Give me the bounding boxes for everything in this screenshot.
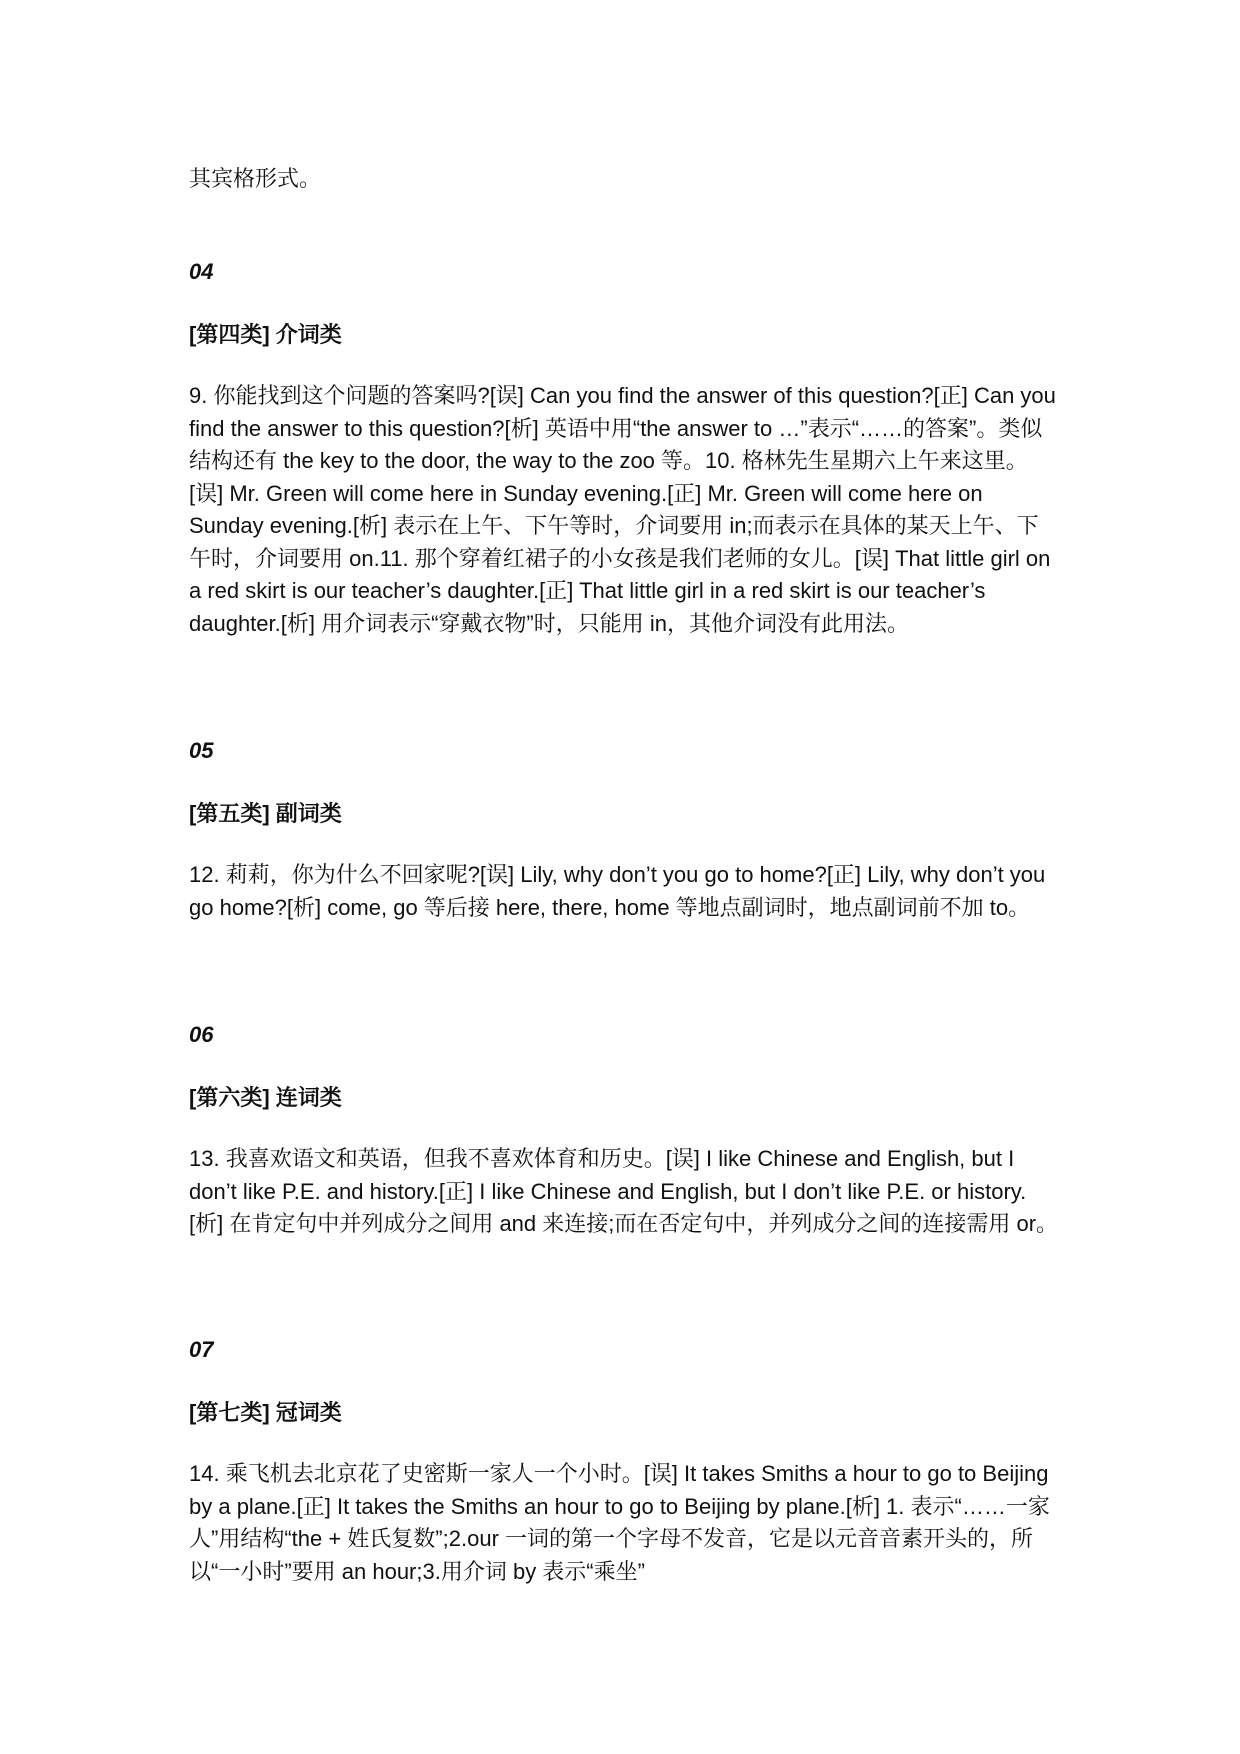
- section-body: 9. 你能找到这个问题的答案吗?[误] Can you find the answer of this question?[正] Can you find the answer to this question?[析] 英语中用“the answer to …”表示“……的答案”。类似结构还有 the key to the door, the way to the zoo 等。10. 格林先生星期六上午来这里。[误] Mr. Green will come here in Sunday evening.[正] Mr. Green will come here on Sunday evening.[析] 表示在上午、下午等时，介词要用 in;而表示在具体的某天上午、下午时，介词要用 on.11. 那个穿着红裙子的小女孩是我们老师的女儿。[误] That little girl on a red skirt is our teacher’s daughter.[正] That little girl in a red skirt is our teacher’s daughter.[析] 用介词表示“穿戴衣物”时，只能用 in，其他介词没有此用法。: [189, 383, 1056, 636]
- intro-text: 其宾格形式。: [189, 166, 322, 191]
- section-body: 12. 莉莉，你为什么不回家呢?[误] Lily, why don’t you go to home?[正] Lily, why don’t you go home?[析] come, go 等后接 here, there, home 等地点副词时，地点副词前不加 to。: [189, 862, 1046, 920]
- section-heading: [第五类] 副词类: [189, 801, 342, 826]
- section-number: 06: [189, 1022, 214, 1047]
- section-heading: [第七类] 冠词类: [189, 1400, 342, 1425]
- section-body: 14. 乘飞机去北京花了史密斯一家人一个小时。[误] It takes Smiths a hour to go to Beijing by a plane.[正] It takes the Smiths an hour to go to Beijing by plane.[析] 1. 表示“……一家人”用结构“the + 姓氏复数”;2.our 一词的第一个字母不发音，它是以元音音素开头的，所以“一小时”要用 an hour;3.用介词 by 表示“乘坐”: [189, 1461, 1050, 1584]
- section-body: 13. 我喜欢语文和英语，但我不喜欢体育和历史。[误] I like Chinese and English, but I don’t like P.E. and history.[正] I like Chinese and English, but I don’t like P.E. or history.[析] 在肯定句中并列成分之间用 and 来连接;而在否定句中，并列成分之间的连接需用 or。: [189, 1146, 1059, 1236]
- section-heading: [第六类] 连词类: [189, 1085, 342, 1110]
- section-number: 07: [189, 1337, 214, 1362]
- section-number: 05: [189, 738, 214, 763]
- section-heading: [第四类] 介词类: [189, 322, 342, 347]
- section-number: 04: [189, 259, 214, 284]
